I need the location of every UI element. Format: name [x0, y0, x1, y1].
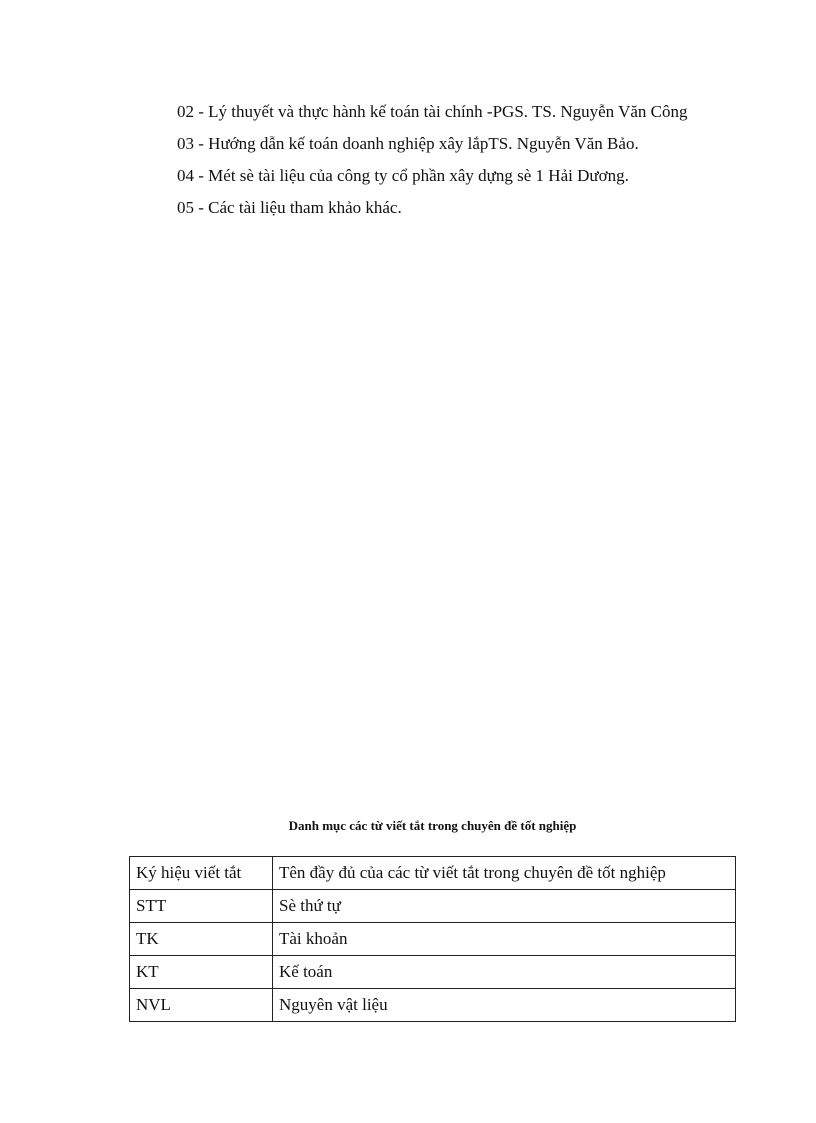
table-caption: Danh mục các từ viết tắt trong chuyên đề tốt nghiệp [288, 818, 577, 833]
full-name-cell: Tài khoản [273, 923, 736, 956]
full-name-cell: Nguyên vật liệu [273, 989, 736, 1022]
reference-item: 04 - Mét sè tài liệu của công ty cổ phần xây dựng sè 1 Hải Dương. [177, 166, 629, 185]
abbreviation-cell: TK [130, 923, 273, 956]
full-name-cell: Kế toán [273, 956, 736, 989]
table-row [130, 956, 736, 989]
reference-list [129, 96, 719, 224]
abbreviation-cell: KT [130, 956, 273, 989]
header-cell: Ký hiệu viết tắt [130, 857, 273, 890]
table-header-row [130, 857, 736, 890]
abbreviation-cell: STT [130, 890, 273, 923]
abbreviation-cell: NVL [130, 989, 273, 1022]
table-row [130, 923, 736, 956]
abbreviation-table [129, 856, 736, 1022]
header-cell: Tên đầy đủ của các từ viết tắt trong chuyên đề tốt nghiệp [273, 857, 736, 890]
table-row [130, 989, 736, 1022]
reference-item: 03 - Hướng dẫn kế toán doanh nghiệp xây lắpTS. Nguyễn Văn Bảo. [177, 134, 639, 153]
reference-item: 02 - Lý thuyết và thực hành kế toán tài chính -PGS. TS. Nguyễn Văn Công [177, 102, 688, 121]
reference-item: 05 - Các tài liệu tham khảo khác. [177, 198, 402, 217]
table-row [130, 890, 736, 923]
full-name-cell: Sè thứ tự [273, 890, 736, 923]
